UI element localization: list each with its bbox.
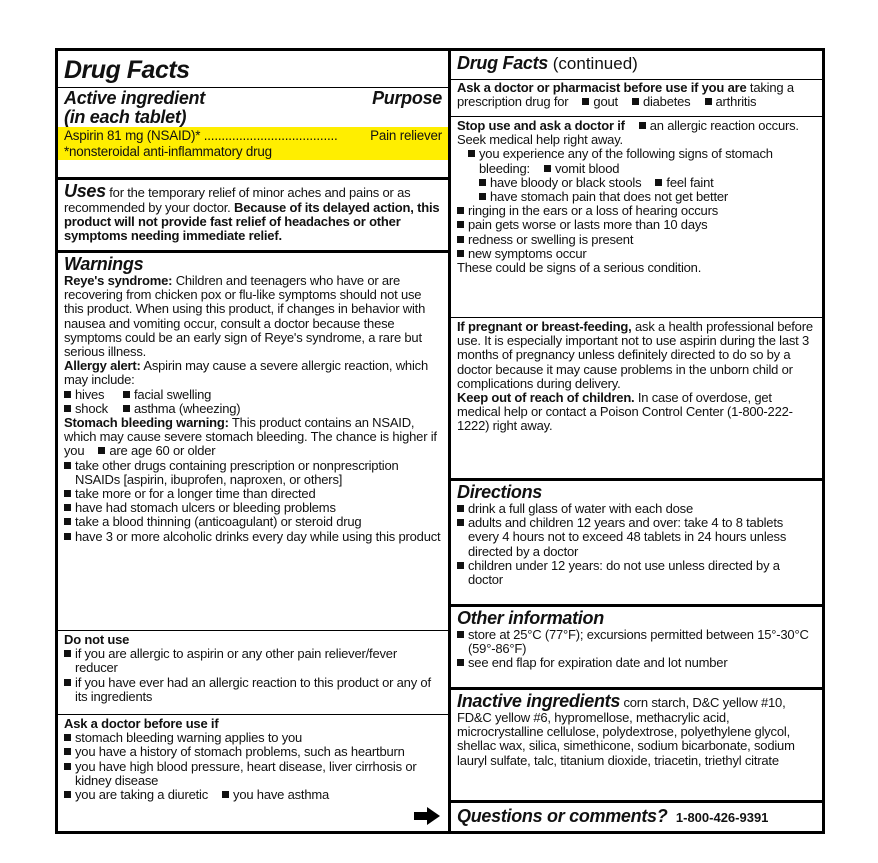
drug-facts-label: [55, 48, 825, 834]
list-item: you have a history of stomach problems, such as heartburn: [64, 745, 442, 759]
list-item: you are taking a diuretic you have asthma: [64, 788, 442, 802]
ask-pharmacist-text: taking a prescription drug for: [457, 80, 794, 110]
reye-label: Reye's syndrome:: [64, 273, 173, 288]
stomach-bleeding-warning: [64, 416, 442, 459]
bullet-icon: [123, 391, 130, 398]
active-ingredient-subheading: (in each tablet): [64, 107, 187, 127]
list-item: you experience any of the following signs of stomach bleeding: vomit blood: [468, 147, 816, 175]
active-ingredient-heading: Active ingredient: [64, 88, 205, 108]
bullet-icon: [64, 391, 71, 398]
list-item: if you are allergic to aspirin or any other pain reliever/fever reducer: [64, 647, 442, 675]
do-not-use-heading: Do not use: [64, 632, 130, 647]
questions-section: [451, 800, 822, 831]
allergy-alert: [64, 359, 442, 387]
directions-heading: Directions: [457, 482, 543, 502]
ask-doctor-heading: Ask a doctor before use if: [64, 716, 219, 731]
bullet-icon: [64, 405, 71, 412]
stomach-text: This product contains an NSAID, which may cause severe stomach bleeding. The chance is higher if you: [64, 415, 437, 459]
other-information-heading: Other information: [457, 608, 604, 628]
list-item: take a blood thinning (anticoagulant) or steroid drug: [64, 515, 442, 529]
inactive-ingredients-heading: Inactive ingredients: [457, 691, 621, 711]
list-item: drink a full glass of water with each dose: [457, 502, 816, 516]
other-information-section: [451, 604, 822, 687]
allergy-label: Allergy alert:: [64, 358, 141, 374]
reye-text: Children and teenagers who have or are recovering from chicken pox or flu-like symptoms should not use this product. When using this product, if changes in behavior with nausea and vomiting occur, consult a doctor because these symptoms could be an early sign of Reye's syndrome, a rare but serious illness.: [64, 273, 426, 360]
list-item: an allergic reaction occurs. Seek medical help right away.: [457, 118, 799, 148]
stop-use-section: [451, 116, 822, 314]
list-item: if you have ever had an allergic reaction to this product or any of its ingredients: [64, 676, 442, 704]
title-section: [58, 57, 448, 83]
list-item: you have high blood pressure, heart disease, liver cirrhosis or kidney disease: [64, 760, 442, 788]
list-item: new symptoms occur: [457, 247, 816, 261]
warnings-heading: Warnings: [64, 254, 144, 274]
list-item: store at 25°C (77°F); excursions permitted between 15°-30°C (59°-86°F): [457, 628, 816, 656]
list-item: shock: [75, 400, 108, 416]
stop-use-label: Stop use and ask a doctor if: [457, 118, 625, 133]
ingredient-footnote: *nonsteroidal anti-inflammatory drug: [64, 143, 272, 159]
list-item: stomach bleeding warning applies to you: [64, 731, 442, 745]
allergy-list: [64, 388, 442, 416]
ingredient-purpose: Pain reliever: [370, 128, 442, 143]
ask-doctor-section: [58, 714, 448, 831]
stop-use-note: These could be signs of a serious condition.: [457, 260, 702, 276]
list-item: have bloody or black stools feel faint: [479, 176, 816, 190]
list-item: facial swelling: [134, 386, 212, 402]
ingredient-name: Aspirin 81 mg (NSAID)* ......................................: [64, 128, 338, 143]
list-item: ringing in the ears or a loss of hearing occurs: [457, 204, 816, 218]
children-text: In case of overdose, get medical help or contact a Poison Control Center (1-800-222-1222) right away.: [457, 390, 793, 434]
list-item: see end flap for expiration date and lot number: [457, 656, 816, 670]
drug-facts-title: Drug Facts: [64, 57, 190, 83]
uses-bold-text: Because of its delayed action, this product will not provide fast relief of headaches or other symptoms needing immediate relief.: [64, 200, 440, 244]
uses-section: [58, 177, 448, 249]
purpose-heading: Purpose: [372, 88, 442, 108]
continued-title-section: [451, 54, 822, 78]
uses-text: for the temporary relief of minor aches and pains or as recommended by your doctor.: [64, 185, 411, 215]
continued-title: Drug Facts: [457, 54, 549, 73]
stomach-list: [64, 459, 442, 544]
list-item: have stomach pain that does not get better: [479, 190, 816, 204]
list-item: have 3 or more alcoholic drinks every day while using this product: [64, 530, 442, 544]
inactive-ingredients-text: corn starch, D&C yellow #10, FD&C yellow #6, hypromellose, methacrylic acid, microcrystalline cellulose, polydextrose, polyethylene glycol, shellac wax, silica, simethicone, sodium bicarbonate, sodium lauryl sulfate, talc, titanium dioxide, triacetin, triethyl citrate: [457, 695, 795, 768]
reye-warning: [64, 274, 442, 359]
ingredient-highlight: [58, 127, 448, 160]
bullet-icon: [98, 447, 105, 454]
allergy-text: Aspirin may cause a severe allergic reaction, which may include:: [64, 358, 428, 388]
list-item: have had stomach ulcers or bleeding problems: [64, 501, 442, 515]
pregnant-label: If pregnant or breast-feeding,: [457, 319, 632, 334]
questions-phone: 1-800-426-9391: [675, 810, 769, 825]
directions-section: [451, 478, 822, 604]
list-item: children under 12 years: do not use unless directed by a doctor: [457, 559, 816, 587]
right-arrow-icon: [414, 807, 440, 825]
ask-pharmacist-label: Ask a doctor or pharmacist before use if you are: [457, 80, 747, 95]
list-item: take other drugs containing prescription or nonprescription NSAIDs [aspirin, ibuprofen, naproxen, or others]: [64, 459, 442, 487]
do-not-use-section: [58, 630, 448, 713]
list-item: pain gets worse or lasts more than 10 days: [457, 218, 816, 232]
list-item: arthritis: [715, 94, 757, 110]
list-item: take more or for a longer time than directed: [64, 487, 442, 501]
left-column: [58, 51, 451, 831]
list-item: asthma (wheezing): [134, 400, 241, 416]
list-item: adults and children 12 years and over: take 4 to 8 tablets every 4 hours not to exceed 48 tablets in 24 hours unless directed by a doctor: [457, 516, 816, 559]
continued-suffix: (continued): [548, 54, 638, 73]
list-item: hives: [75, 386, 105, 402]
list-item: diabetes: [642, 94, 691, 110]
uses-heading: Uses: [64, 181, 106, 201]
pregnant-text: ask a health professional before use. It is especially important not to use aspirin during the last 3 months of pregnancy unless definitely directed to do so by a doctor because it may cause problems in the unborn child or complications during delivery.: [457, 319, 813, 391]
pregnancy-section: [451, 317, 822, 477]
right-column: [451, 51, 822, 831]
list-item: are age 60 or older: [109, 443, 216, 459]
stomach-label: Stomach bleeding warning:: [64, 415, 229, 431]
inactive-ingredients-section: [451, 687, 822, 800]
children-label: Keep out of reach of children.: [457, 390, 635, 406]
list-item: redness or swelling is present: [457, 233, 816, 247]
bullet-icon: [123, 405, 130, 412]
ask-pharmacist-section: [451, 79, 822, 115]
list-item: gout: [593, 94, 618, 110]
warnings-section: [58, 250, 448, 630]
questions-heading: Questions or comments?: [457, 806, 668, 826]
